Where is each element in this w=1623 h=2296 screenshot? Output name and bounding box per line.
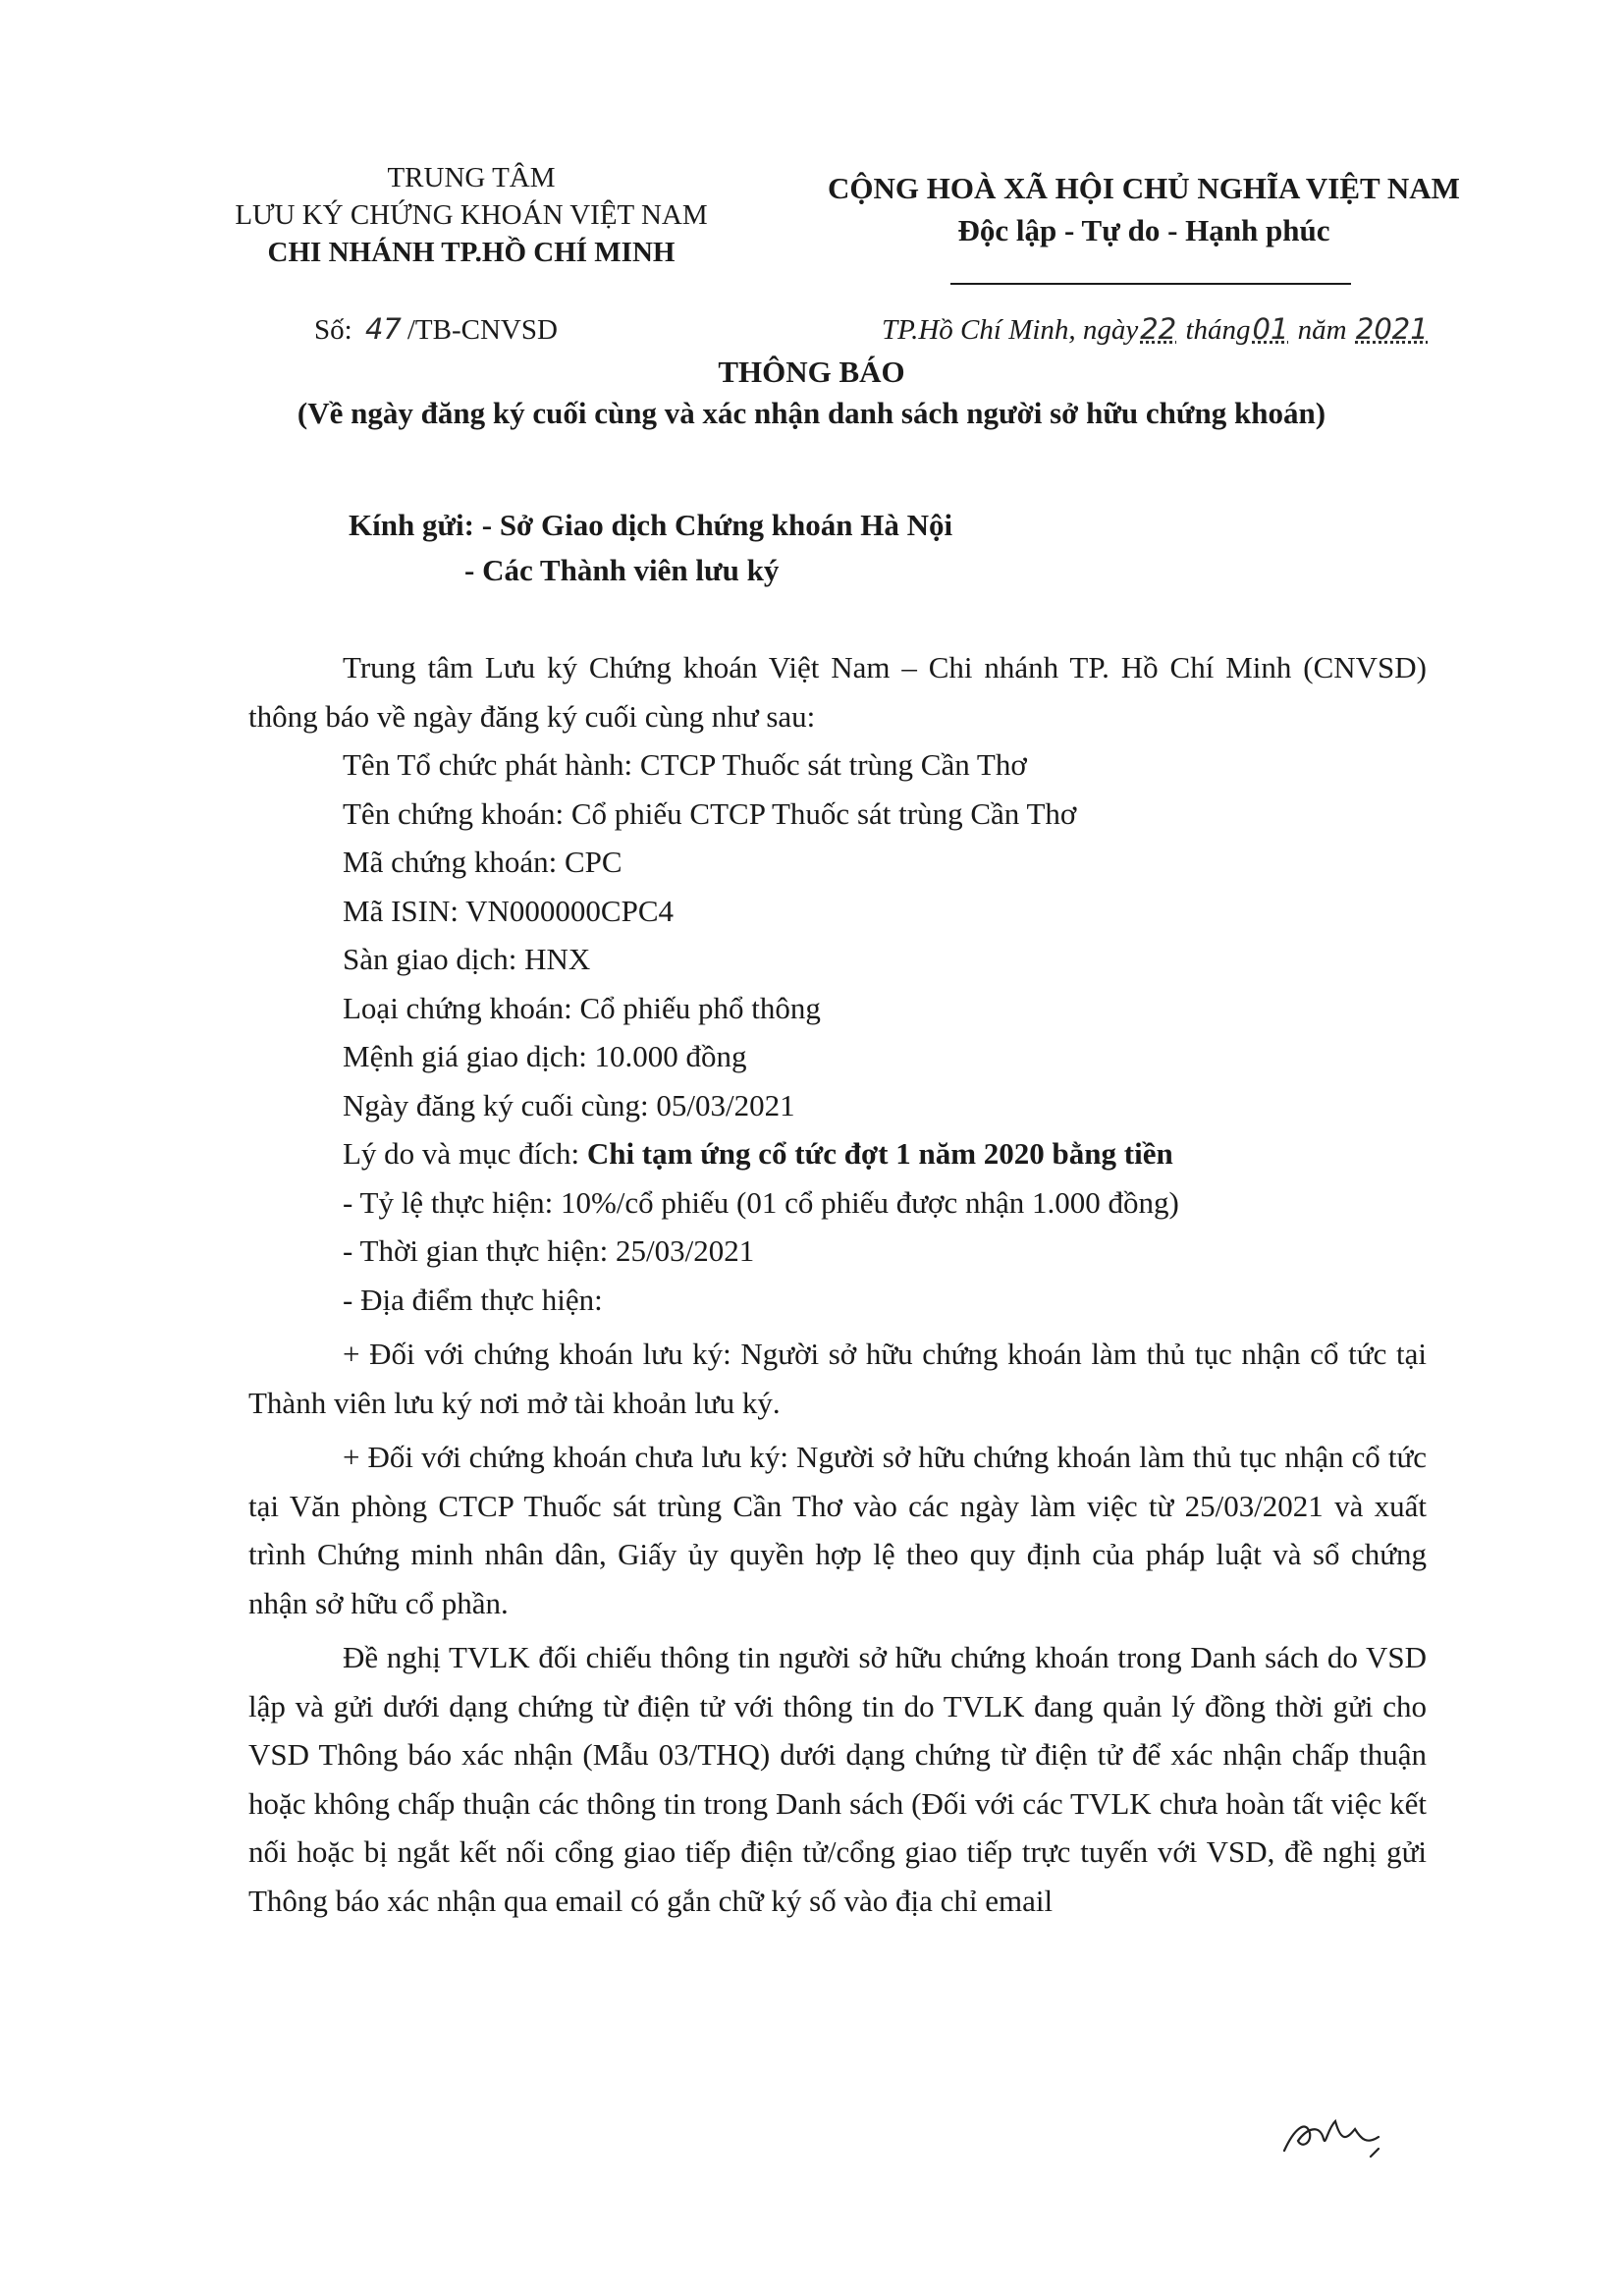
doc-number-prefix: Số:: [314, 314, 352, 346]
exec-date-field: - Thời gian thực hiện: 25/03/2021: [343, 1233, 755, 1268]
issuer-line-2: LƯU KÝ CHỨNG KHOÁN VIỆT NAM: [235, 199, 708, 231]
document-title: [0, 352, 1623, 434]
title-main: THÔNG BÁO: [718, 355, 905, 389]
recipient-line-2: - Các Thành viên lưu ký: [464, 553, 780, 587]
date-place-prefix: TP.Hồ Chí Minh, ngày: [882, 314, 1139, 346]
document-number: [314, 312, 558, 347]
undeposited-paragraph: + Đối với chứng khoán chưa lưu ký: Người sở hữu chứng khoán làm thủ tục nhận cổ tức tại Văn phòng CTCP Thuốc sát trùng Cần Thơ vào các ngày làm việc từ 25/03/2021 và xuất trình Chứng minh nhân dân, Giấy ủy quyền hợp lệ theo quy định của pháp luật và sổ chứng nhận sở hữu cổ phần.: [248, 1440, 1427, 1620]
doc-number-suffix: /TB-CNVSD: [406, 314, 558, 346]
motto-underline: [950, 283, 1351, 285]
security-name-field: Tên chứng khoán: Cổ phiếu CTCP Thuốc sát trùng Cần Thơ: [343, 795, 1077, 831]
purpose-field: [248, 1129, 1427, 1178]
date-month-label: tháng: [1185, 314, 1251, 346]
recipients: [349, 503, 952, 593]
isin-field: Mã ISIN: VN000000CPC4: [343, 893, 675, 928]
issuer-header: [196, 159, 746, 271]
title-subtitle: (Về ngày đăng ký cuối cùng và xác nhận danh sách người sở hữu chứng khoán): [297, 396, 1326, 430]
intro-paragraph: Trung tâm Lưu ký Chứng khoán Việt Nam – Chi nhánh TP. Hồ Chí Minh (CNVSD) thông báo về ngày đăng ký cuối cùng như sau:: [248, 650, 1427, 734]
record-date-field: Ngày đăng ký cuối cùng: 05/03/2021: [343, 1087, 795, 1122]
date-year-label: năm: [1297, 314, 1347, 346]
exchange-field: Sàn giao dịch: HNX: [343, 942, 591, 976]
date-day: 22: [1140, 312, 1177, 346]
request-paragraph: Đề nghị TVLK đối chiếu thông tin người sở hữu chứng khoán trong Danh sách do VSD lập và gửi dưới dạng chứng từ điện tử với thông tin do TVLK đang quản lý đồng thời gửi cho VSD Thông báo xác nhận (Mẫu 03/THQ) dưới dạng chứng từ điện tử để xác nhận chấp thuận hoặc không chấp thuận các thông tin trong Danh sách (Đối với các TVLK chưa hoàn tất việc kết nối hoặc bị ngắt kết nối cổng giao tiếp điện tử/cổng giao tiếp trực tuyến với VSD, đề nghị gửi Thông báo xác nhận qua email có gắn chữ ký số vào địa chỉ email: [248, 1640, 1427, 1918]
doc-number-value: 47: [364, 312, 402, 346]
purpose-value: Chi tạm ứng cổ tức đợt 1 năm 2020 bằng tiền: [586, 1136, 1173, 1171]
motto-line-1: CỘNG HOÀ XÃ HỘI CHỦ NGHĨA VIỆT NAM: [828, 171, 1460, 205]
motto-line-2: Độc lập - Tự do - Hạnh phúc: [957, 213, 1330, 247]
national-motto: [800, 167, 1488, 251]
document-date: [882, 312, 1431, 347]
security-type-field: Loại chứng khoán: Cổ phiếu phổ thông: [343, 990, 821, 1025]
recipient-line-1: Kính gửi: - Sở Giao dịch Chứng khoán Hà Nội: [349, 508, 953, 542]
ratio-field: - Tỷ lệ thực hiện: 10%/cổ phiếu (01 cổ phiếu được nhận 1.000 đồng): [343, 1184, 1179, 1220]
issuer-line-3: CHI NHÁNH TP.HỒ CHÍ MINH: [267, 237, 676, 268]
ticker-field: Mã chứng khoán: CPC: [343, 845, 622, 879]
document-body: [248, 643, 1427, 1925]
purpose-label: Lý do và mục đích:: [343, 1136, 587, 1171]
date-year: 2021: [1355, 312, 1429, 346]
deposited-paragraph: + Đối với chứng khoán lưu ký: Người sở hữu chứng khoán làm thủ tục nhận cổ tức tại Thành viên lưu ký nơi mở tài khoản lưu ký.: [248, 1337, 1427, 1420]
date-month: 01: [1252, 312, 1289, 346]
initials-signature: [1276, 2100, 1394, 2168]
issuer-line-1: TRUNG TÂM: [387, 162, 556, 193]
issuer-field: Tên Tổ chức phát hành: CTCP Thuốc sát trùng Cần Thơ: [343, 747, 1027, 782]
par-value-field: Mệnh giá giao dịch: 10.000 đồng: [343, 1039, 747, 1073]
location-field: - Địa điểm thực hiện:: [343, 1282, 603, 1317]
